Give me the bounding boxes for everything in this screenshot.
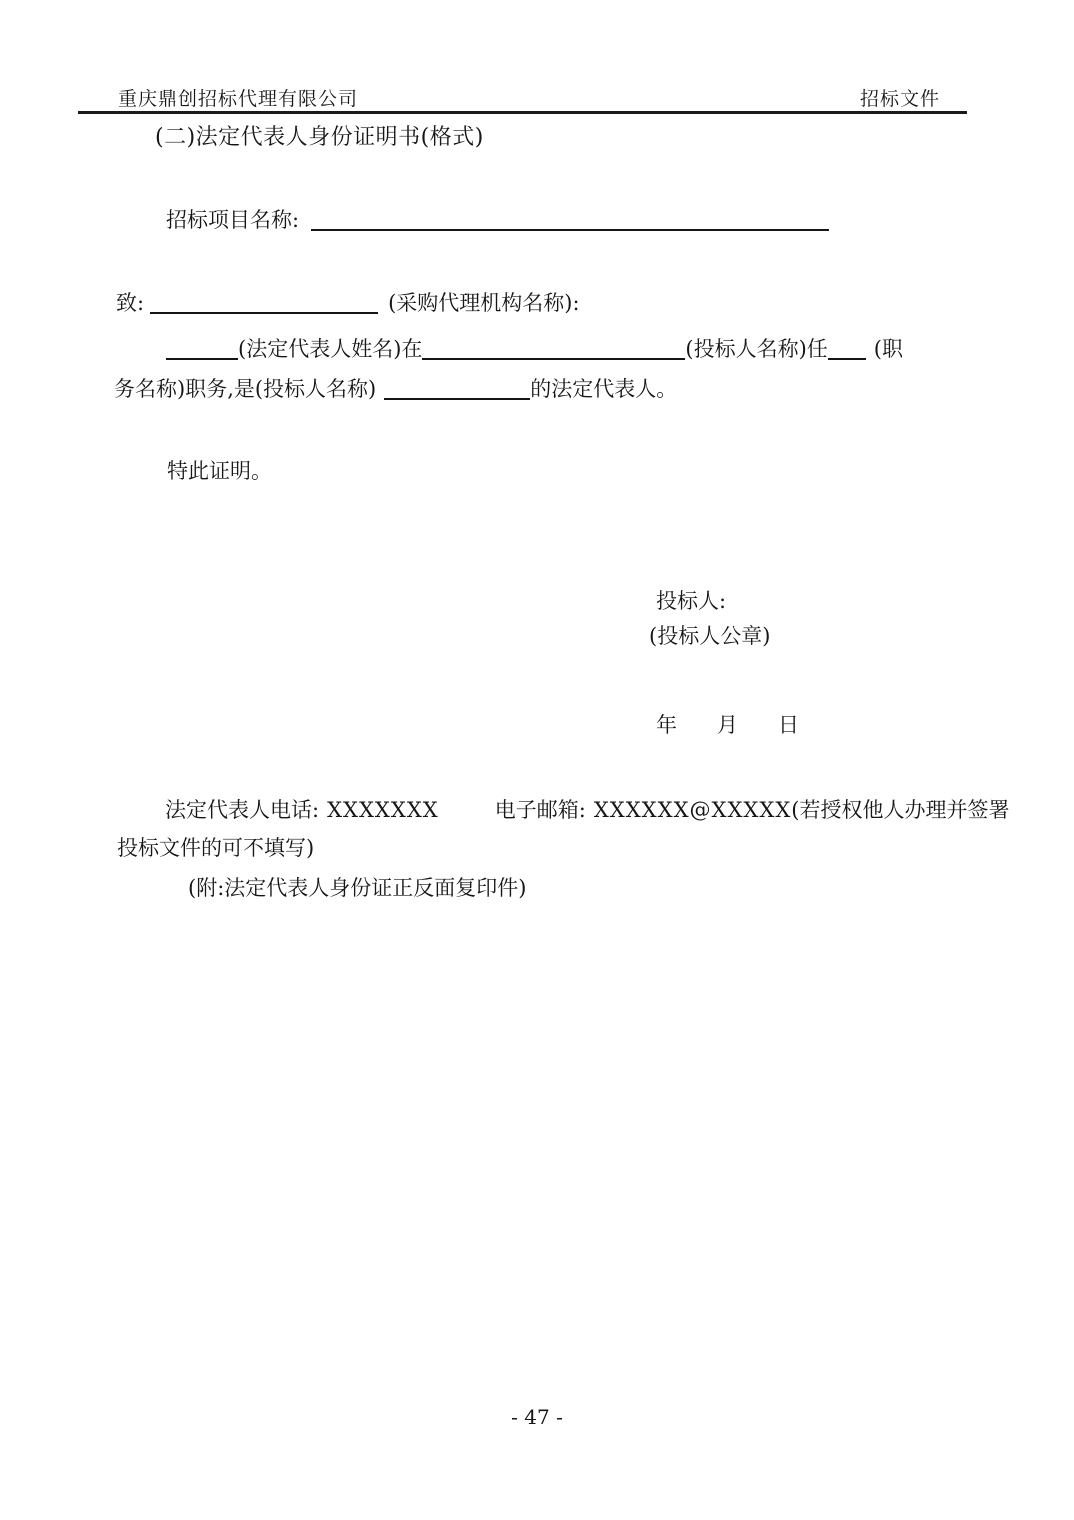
statement-line-1 — [166, 333, 903, 363]
statement-line-2 — [114, 373, 677, 403]
email-label: 电子邮箱: — [494, 798, 586, 822]
bidder-seal-note: (投标人公章) — [649, 624, 771, 648]
date-day-label: 日 — [778, 713, 799, 737]
authorization-note-start: (若授权他人办理并签署 — [791, 798, 1010, 822]
statement-tail: 的法定代表人。 — [530, 377, 678, 401]
page-number: - 47 - — [511, 1405, 563, 1429]
authorization-note-continued: 投标文件的可不填写) — [117, 836, 315, 860]
section-title: (二)法定代表人身份证明书(格式) — [155, 125, 484, 150]
addressee-line — [116, 287, 580, 317]
to-label: 致: — [116, 291, 145, 315]
project-name-line — [166, 204, 829, 234]
representative-name-blank — [166, 356, 238, 360]
phone-label: 法定代表人电话: — [165, 798, 320, 822]
post-title-blank — [828, 356, 866, 360]
attachment-note: (附:法定代表人身份证正反面复印件) — [188, 876, 527, 900]
agency-note: (采购代理机构名称): — [388, 291, 580, 315]
bidder-name-note: (投标人名称)任 — [685, 337, 828, 361]
post-note-open: (职 — [873, 337, 903, 361]
date-line — [656, 709, 799, 739]
agency-name-blank — [150, 310, 378, 314]
header-doc-type: 招标文件 — [859, 88, 940, 110]
project-name-label: 招标项目名称: — [166, 208, 300, 232]
phone-value: XXXXXXX — [327, 798, 439, 822]
bidder-name-blank-2 — [384, 396, 530, 400]
date-month-label: 月 — [717, 713, 738, 737]
email-value: XXXXXX@XXXXX — [593, 798, 792, 822]
representative-name-note: (法定代表人姓名)在 — [238, 337, 423, 361]
date-year-label: 年 — [656, 713, 677, 737]
certify-statement: 特此证明。 — [167, 459, 272, 483]
bidder-name-blank-1 — [422, 356, 685, 360]
post-note-continued: 务名称)职务,是(投标人名称) — [114, 377, 377, 401]
bidder-label: 投标人: — [656, 589, 727, 613]
contact-line — [165, 794, 1009, 824]
project-name-blank — [311, 227, 829, 231]
header-company-name: 重庆鼎创招标代理有限公司 — [118, 88, 359, 110]
header-rule — [78, 111, 967, 114]
